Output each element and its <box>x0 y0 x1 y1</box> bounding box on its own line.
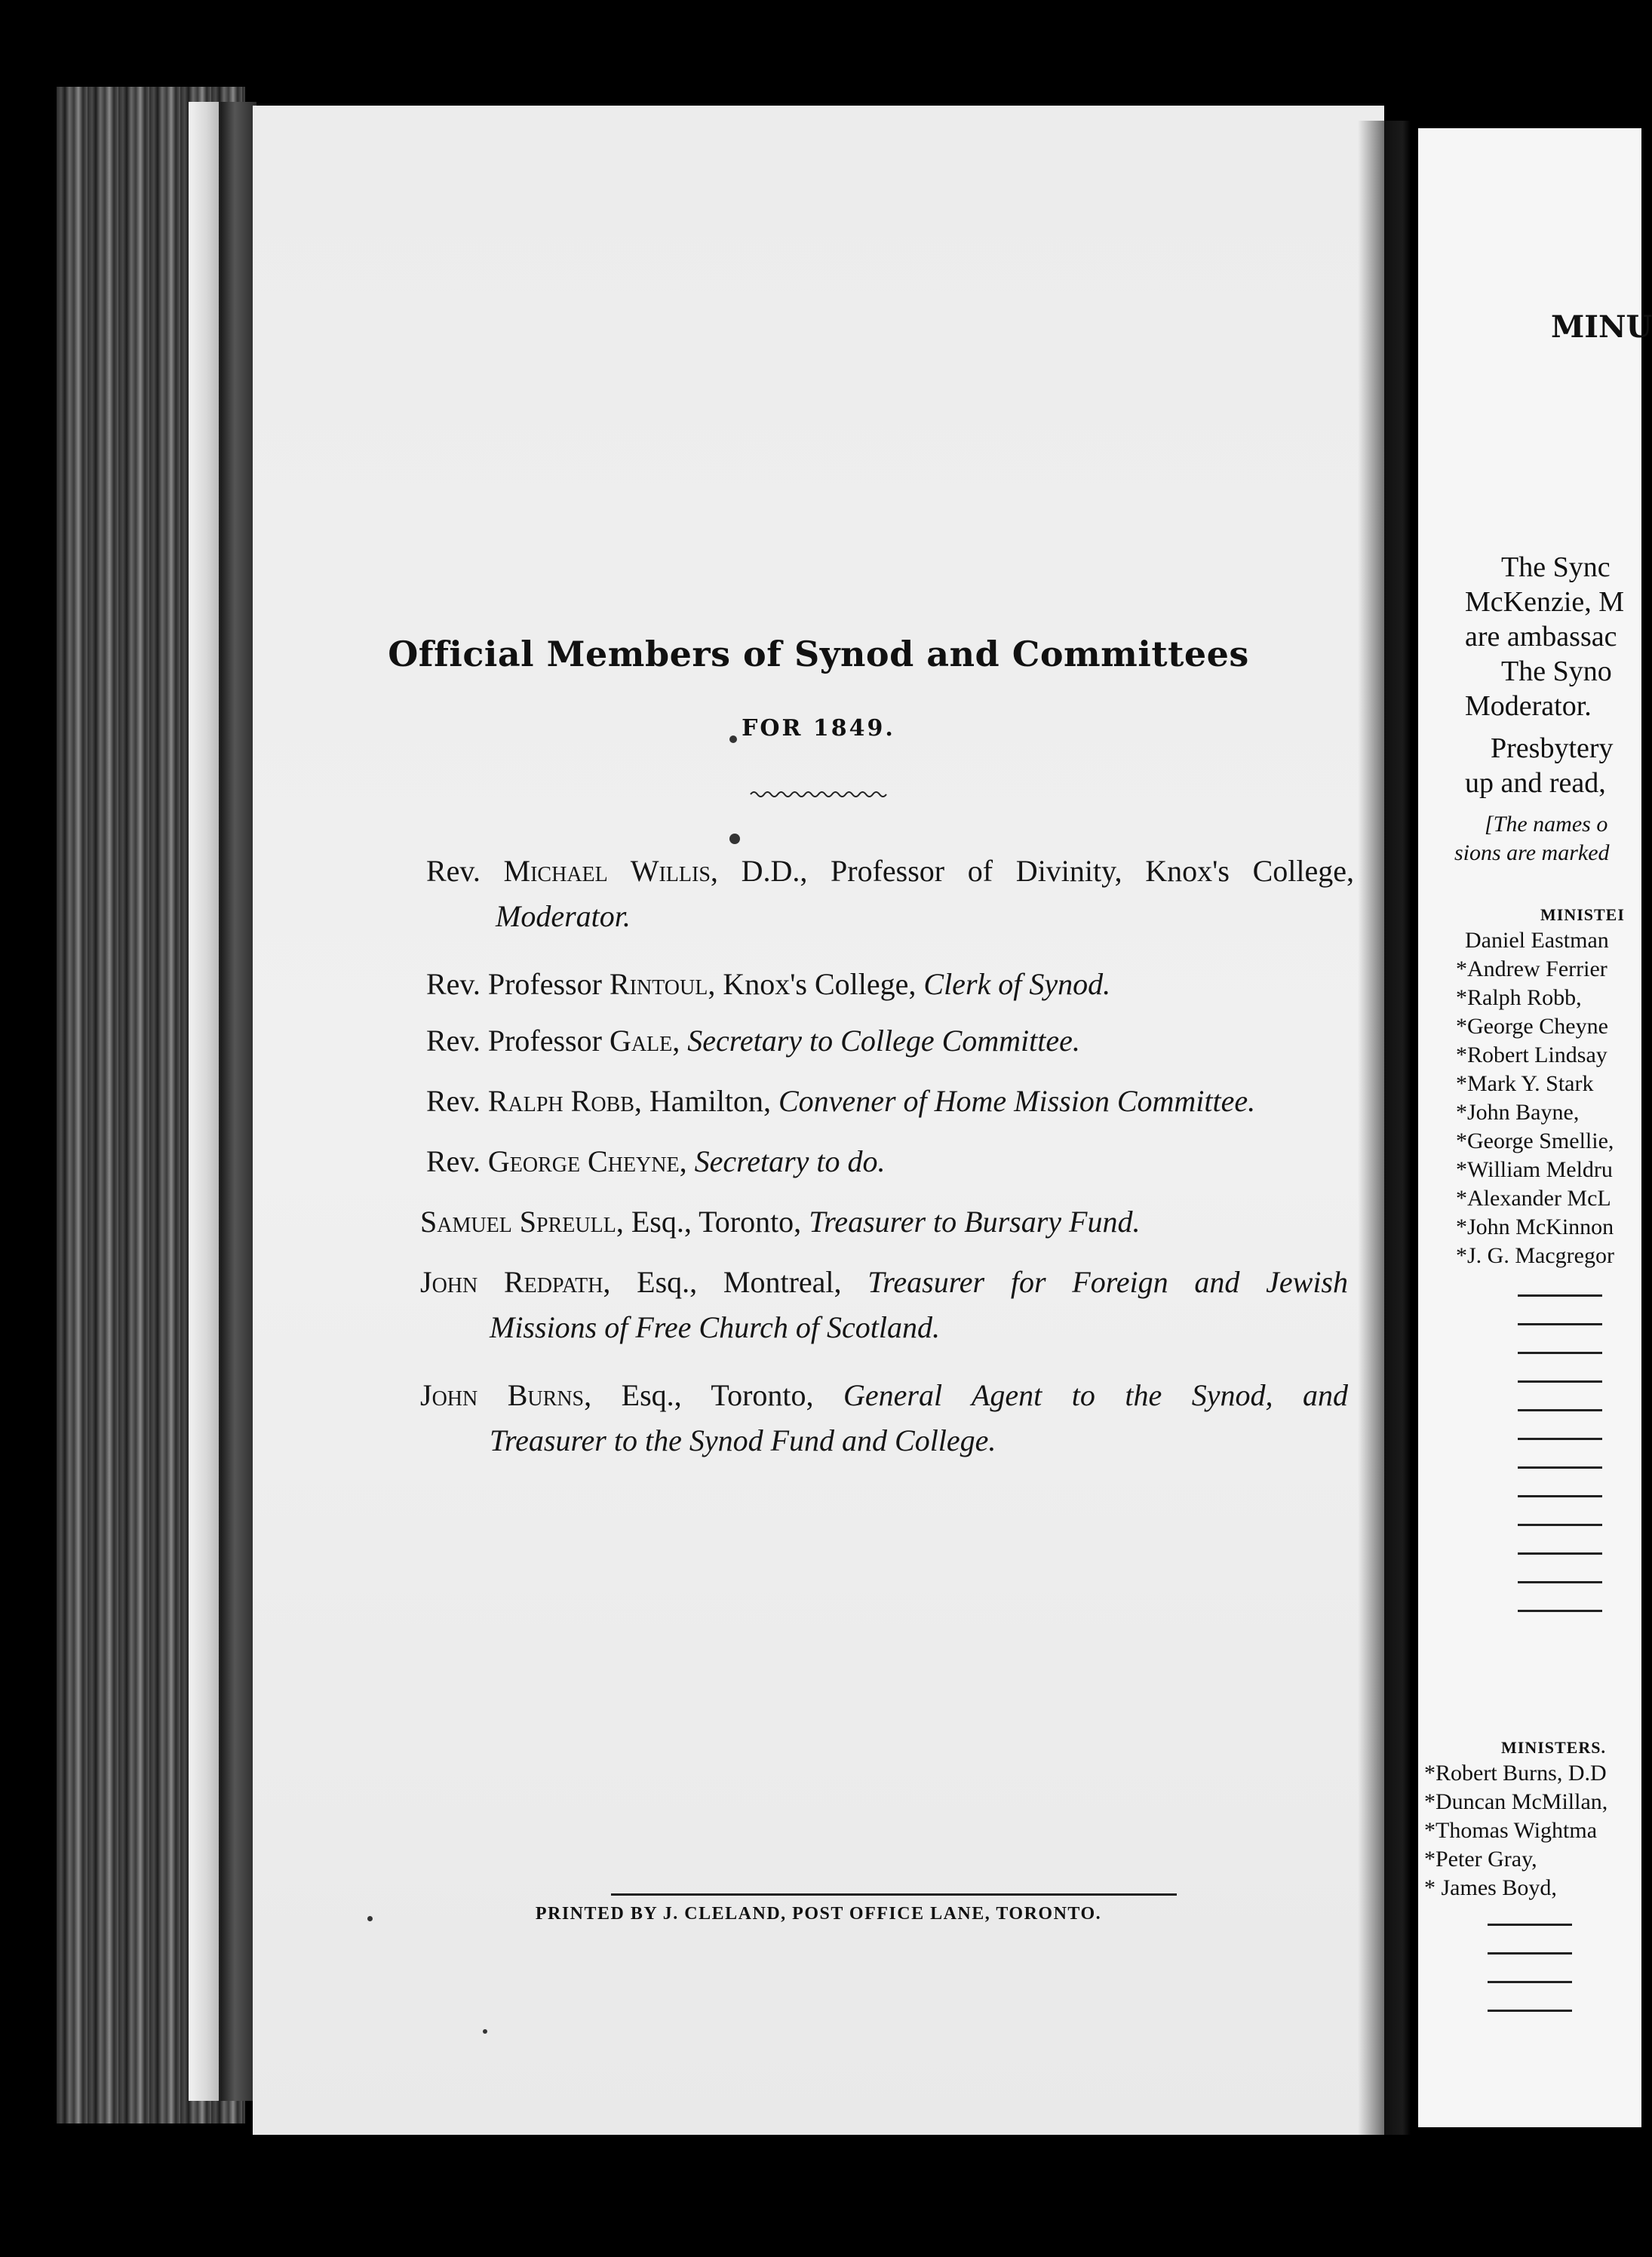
member-role: Treasurer for Foreign and Jewish <box>867 1265 1348 1299</box>
blank-line <box>1518 1294 1602 1297</box>
blank-line <box>1518 1352 1602 1354</box>
member-name: John Redpath <box>420 1265 603 1299</box>
blank-line <box>1518 1323 1602 1325</box>
member-prefix: Rev. <box>426 1084 481 1118</box>
left-page <box>253 106 1384 2135</box>
member-details: , Knox's College, <box>708 967 924 1001</box>
member-details: , Esq., Toronto, <box>616 1205 809 1239</box>
minister-name: *J. G. Macgregor <box>1456 1243 1614 1268</box>
minister-name: *Mark Y. Stark <box>1456 1071 1594 1096</box>
text-line: McKenzie, M <box>1465 586 1625 618</box>
member-prefix: Rev. <box>426 854 481 888</box>
member-details: , Esq., Montreal, <box>603 1265 868 1299</box>
ministers-header: MINISTEI <box>1540 905 1625 924</box>
blank-line <box>1488 1981 1572 1983</box>
member-name: Samuel Spreull <box>420 1205 616 1239</box>
member-prefix: Rev. Professor <box>426 967 602 1001</box>
member-details: , <box>679 1144 695 1178</box>
blank-line <box>1518 1495 1602 1497</box>
member-entry <box>426 1079 1354 1124</box>
member-role: Secretary to do. <box>694 1144 886 1178</box>
member-role: Treasurer to Bursary Fund. <box>809 1205 1141 1239</box>
member-details: , D.D., Professor of Divinity, Knox's College, <box>710 854 1354 888</box>
blank-line <box>1488 1924 1572 1926</box>
blank-line <box>1518 1438 1602 1440</box>
member-name: George Cheyne <box>487 1144 680 1178</box>
text-line: The Syno <box>1501 656 1612 687</box>
page-subtitle-year: FOR 1849. <box>742 715 895 742</box>
blank-line <box>1518 1552 1602 1555</box>
minister-name: *Alexander McL <box>1456 1186 1611 1211</box>
note-line: [The names o <box>1485 812 1608 837</box>
member-entry <box>420 1260 1348 1350</box>
page-edge-shadow <box>220 102 256 2101</box>
member-entry <box>420 1199 1348 1245</box>
printer-rule <box>611 1893 1177 1896</box>
member-role: Clerk of Synod. <box>923 967 1111 1001</box>
minister-name: *Andrew Ferrier <box>1456 957 1607 981</box>
minister-name: *Duncan McMillan, <box>1424 1789 1608 1814</box>
member-name: Rintoul <box>609 967 708 1001</box>
member-role-continued: Missions of Free Church of Scotland. <box>490 1310 940 1344</box>
member-prefix: Rev. Professor <box>426 1024 602 1058</box>
member-entry <box>426 962 1354 1007</box>
minister-name: *George Cheyne <box>1456 1014 1608 1039</box>
minister-name: *Ralph Robb, <box>1456 985 1582 1010</box>
minister-name: *William Meldru <box>1456 1157 1613 1182</box>
gutter-shadow <box>1358 121 1411 2135</box>
minister-name: *John McKinnon <box>1456 1214 1614 1239</box>
note-line: sions are marked <box>1454 840 1610 865</box>
minister-name: *George Smellie, <box>1456 1128 1614 1153</box>
blank-line <box>1518 1524 1602 1526</box>
text-line: The Sync <box>1501 551 1611 583</box>
minister-name: *John Bayne, <box>1456 1100 1580 1125</box>
text-line: Moderator. <box>1465 690 1592 722</box>
member-entry <box>426 1139 1354 1184</box>
member-name: John Burns <box>420 1378 585 1412</box>
text-line: up and read, <box>1465 767 1606 799</box>
blank-line <box>1518 1409 1602 1411</box>
minister-name: *Robert Lindsay <box>1456 1043 1607 1067</box>
ink-speck <box>729 735 737 743</box>
member-name: Gale <box>609 1024 673 1058</box>
ministers-header: MINISTERS. <box>1501 1738 1606 1757</box>
ink-speck <box>367 1916 373 1921</box>
member-entry <box>420 1373 1348 1463</box>
wavy-ornament-rule <box>751 788 886 800</box>
minister-name: *Thomas Wightma <box>1424 1818 1598 1843</box>
blank-line <box>1488 2010 1572 2012</box>
blank-line <box>1518 1581 1602 1583</box>
page-edge-highlight <box>189 102 219 2101</box>
text-line: Presbytery <box>1491 732 1614 764</box>
blank-line <box>1518 1466 1602 1469</box>
minister-name: Daniel Eastman <box>1465 928 1609 953</box>
member-role: Convener of Home Mission Committee. <box>778 1084 1256 1118</box>
member-name: Michael Willis <box>503 854 711 888</box>
blank-line <box>1518 1380 1602 1383</box>
member-details: , Hamilton, <box>634 1084 778 1118</box>
minister-name: *Robert Burns, D.D <box>1424 1761 1607 1786</box>
member-role: Secretary to College Committee. <box>687 1024 1080 1058</box>
member-details: , Esq., Toronto, <box>584 1378 844 1412</box>
member-details: , <box>672 1024 688 1058</box>
member-entry <box>426 1018 1354 1064</box>
member-role-continued: Treasurer to the Synod Fund and College. <box>490 1423 996 1457</box>
text-line: are ambassac <box>1465 621 1617 653</box>
ink-speck <box>729 834 740 844</box>
right-page-heading: MINU <box>1551 309 1652 345</box>
member-role-continued: Moderator. <box>496 899 631 933</box>
page-title: Official Members of Synod and Committees <box>388 634 1249 674</box>
ink-speck <box>483 2029 487 2034</box>
member-role: General Agent to the Synod, and <box>843 1378 1348 1412</box>
minister-name: * James Boyd, <box>1424 1875 1557 1900</box>
printer-imprint: PRINTED BY J. CLELAND, POST OFFICE LANE, TORONTO. <box>535 1904 1102 1924</box>
member-name: Ralph Robb <box>487 1084 634 1118</box>
member-entry <box>426 849 1354 939</box>
right-page <box>1418 128 1652 2127</box>
blank-line <box>1518 1610 1602 1612</box>
member-prefix: Rev. <box>426 1144 481 1178</box>
minister-name: *Peter Gray, <box>1424 1847 1537 1872</box>
blank-line <box>1488 1952 1572 1955</box>
